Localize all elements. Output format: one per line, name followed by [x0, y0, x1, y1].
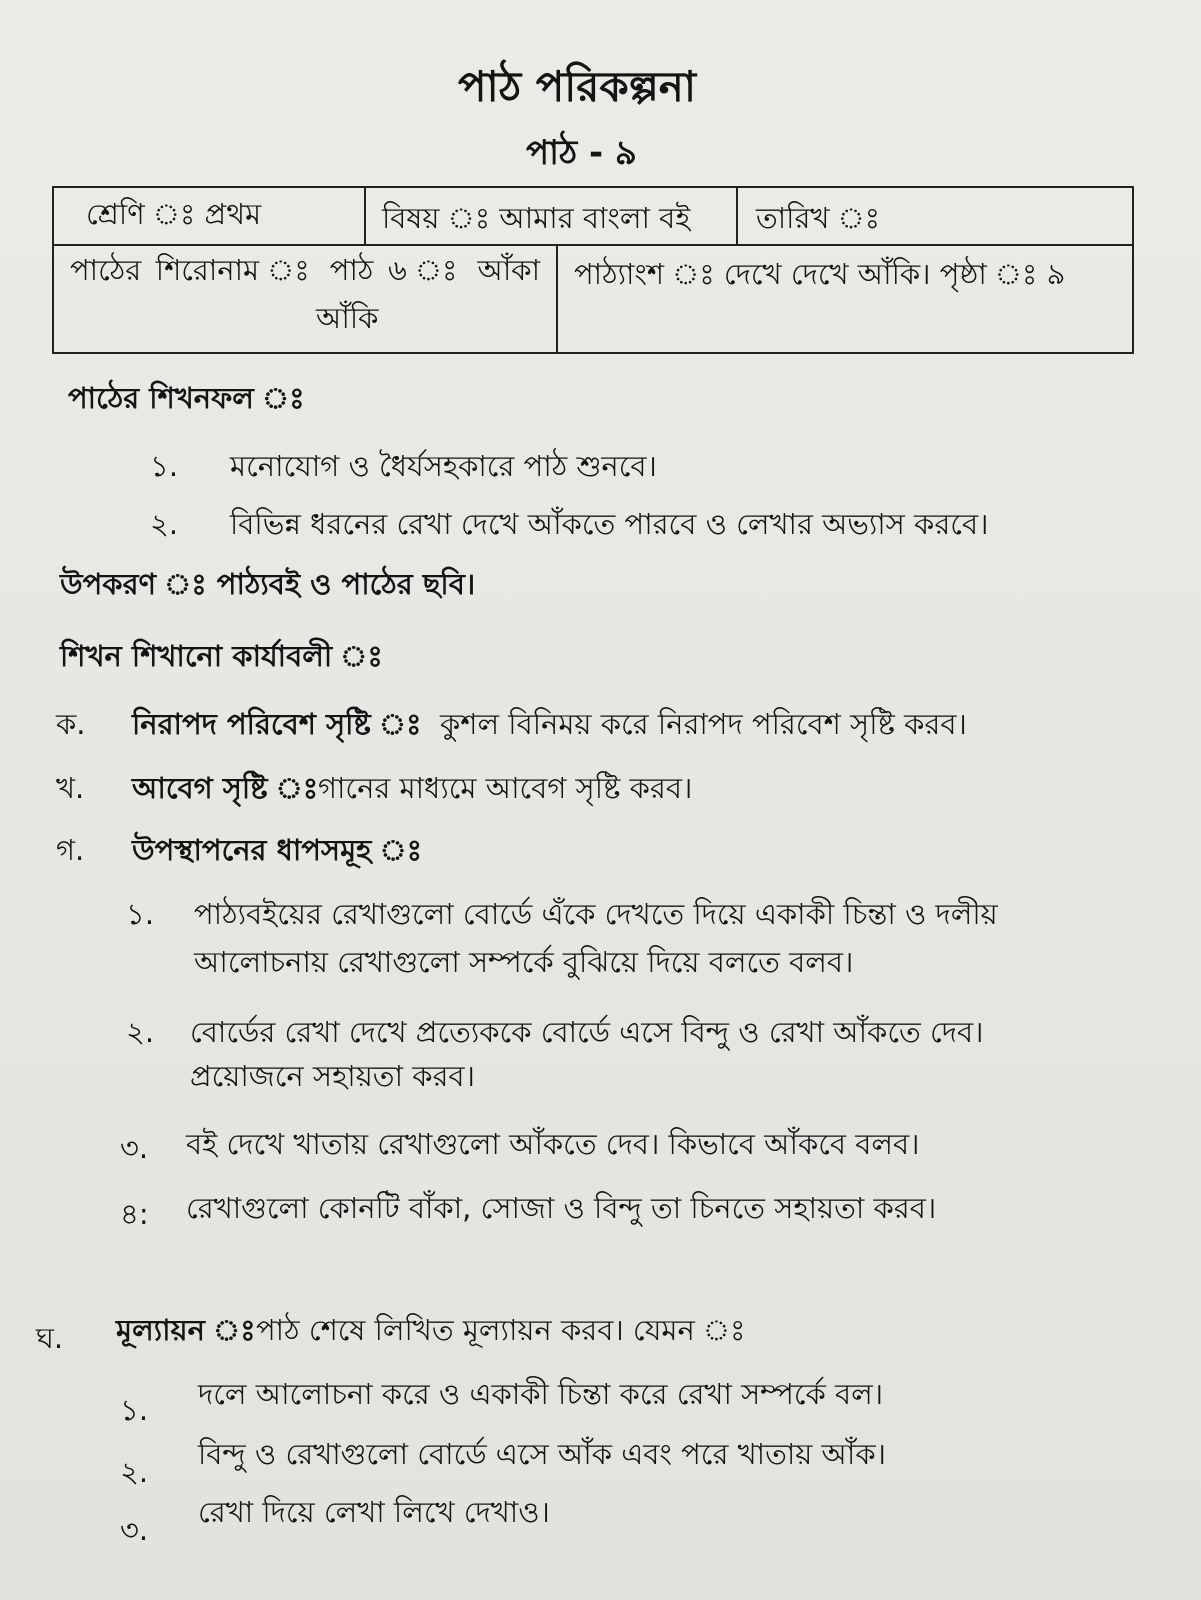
- date-cell: তারিখ ঃ: [756, 201, 881, 235]
- document-title: পাঠ পরিকল্পনা: [458, 62, 697, 111]
- section-label: গ.: [56, 833, 85, 867]
- step-text: আলোচনায় রেখাগুলো সম্পর্কে বুঝিয়ে দিয়ে বলতে বলব।: [194, 945, 854, 979]
- list-item-number: ৪:: [120, 1197, 149, 1231]
- step-text: পাঠ্যবইয়ের রেখাগুলো বোর্ডে এঁকে দেখতে দিয়ে একাকী চিন্তা ও দলীয়: [194, 897, 998, 931]
- table-row-divider: [54, 244, 1132, 246]
- evaluation-item: রেখা দিয়ে লেখা লিখে দেখাও।: [198, 1495, 550, 1529]
- activities-heading: শিখন শিখানো কার্যাবলী ঃ: [60, 639, 383, 673]
- section-title: নিরাপদ পরিবেশ সৃষ্টি ঃ: [132, 707, 422, 741]
- section-label: ক.: [56, 707, 86, 741]
- lesson-title-cell: পাঠের শিরোনাম ঃ পাঠ ৬ ঃ আঁকা: [70, 253, 540, 287]
- learning-outcomes-heading: পাঠের শিখনফল ঃ: [68, 381, 305, 415]
- section-title: মূল্যায়ন ঃ: [116, 1313, 256, 1347]
- list-item-number: ৩.: [120, 1131, 149, 1165]
- list-item-number: ১.: [150, 449, 179, 483]
- section-title: আবেগ সৃষ্টি ঃ: [132, 771, 319, 805]
- lesson-info-table: [52, 186, 1134, 354]
- section-title: উপস্থাপনের ধাপসমূহ ঃ: [132, 833, 423, 867]
- class-cell: শ্রেণি ঃ প্রথম: [86, 197, 262, 231]
- section-text: পাঠ শেষে লিখিত মূল্যায়ন করব। যেমন ঃ: [256, 1313, 746, 1347]
- learning-outcome-item: মনোযোগ ও ধৈর্যসহকারে পাঠ শুনবে।: [230, 449, 657, 483]
- subject-cell: বিষয় ঃ আমার বাংলা বই: [382, 201, 691, 235]
- list-item-number: ১.: [120, 1393, 149, 1427]
- list-item-number: ১.: [126, 897, 155, 931]
- lesson-part-cell: পাঠ্যাংশ ঃ দেখে দেখে আঁকি। পৃষ্ঠা ঃ ৯: [574, 257, 1066, 291]
- section-text: গানের মাধ্যমে আবেগ সৃষ্টি করব।: [318, 771, 693, 805]
- table-col-divider: [556, 244, 558, 352]
- step-text: প্রয়োজনে সহায়তা করব।: [190, 1059, 475, 1093]
- learning-outcome-item: বিভিন্ন ধরনের রেখা দেখে আঁকতে পারবে ও লেখার অভ্যাস করবে।: [230, 507, 989, 541]
- evaluation-item: বিন্দু ও রেখাগুলো বোর্ডে এসে আঁক এবং পরে খাতায় আঁক।: [198, 1437, 887, 1471]
- step-text: বোর্ডের রেখা দেখে প্রত্যেককে বোর্ডে এসে বিন্দু ও রেখা আঁকতে দেব।: [190, 1015, 984, 1049]
- list-item-number: ২.: [126, 1015, 155, 1049]
- step-text: রেখাগুলো কোনটি বাঁকা, সোজা ও বিন্দু তা চিনতে সহায়তা করব।: [186, 1191, 937, 1225]
- section-label: ঘ.: [36, 1321, 64, 1355]
- lesson-title-cell-line2: আঁকি: [316, 301, 379, 335]
- list-item-number: ২.: [150, 507, 179, 541]
- table-col-divider: [364, 188, 366, 244]
- step-text: বই দেখে খাতায় রেখাগুলো আঁকতে দেব। কিভাবে আঁকবে বলব।: [186, 1127, 920, 1161]
- section-text: কুশল বিনিময় করে নিরাপদ পরিবেশ সৃষ্টি করব।: [440, 707, 967, 741]
- list-item-number: ৩.: [120, 1513, 149, 1547]
- table-col-divider: [736, 188, 738, 244]
- evaluation-item: দলে আলোচনা করে ও একাকী চিন্তা করে রেখা সম্পর্কে বল।: [198, 1377, 884, 1411]
- section-label: খ.: [56, 771, 85, 805]
- list-item-number: ২.: [120, 1455, 149, 1489]
- lesson-number: পাঠ - ৯: [526, 133, 637, 173]
- materials-line: উপকরণ ঃ পাঠ্যবই ও পাঠের ছবি।: [60, 567, 476, 601]
